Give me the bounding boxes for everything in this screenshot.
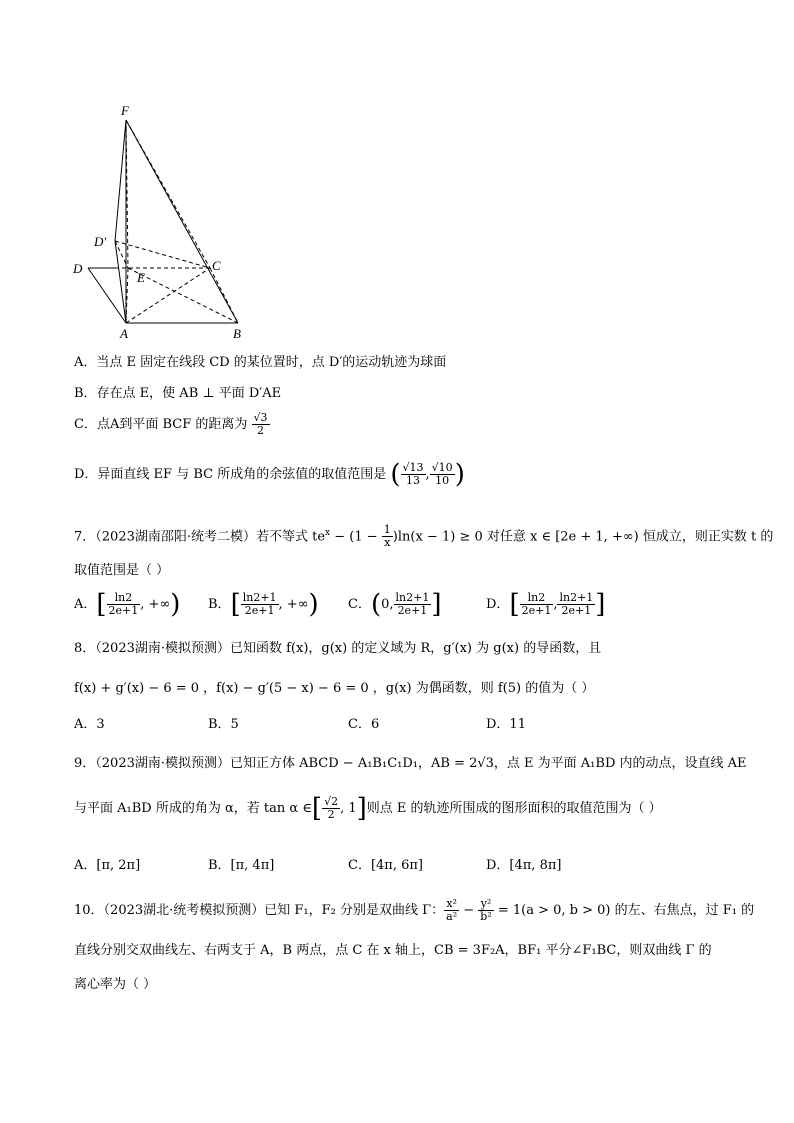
- frac-den: 2e+1: [244, 604, 275, 617]
- label-C: C: [212, 258, 221, 273]
- edge-FD': [115, 120, 126, 241]
- frac-num: 1: [383, 523, 391, 537]
- edge-D'C: [115, 241, 210, 268]
- q8-line2: f(x) + g′(x) − 6 = 0 ，f(x) − g′(5 − x) − 6 = 0 ，g(x) 为偶函数，则 f(5) 的值为（ ）: [74, 681, 595, 696]
- q10-line1-a: 10．（2023湖北·统考模拟预测）已知 F₁，F₂ 分别是双曲线 Γ：: [74, 903, 445, 918]
- opt-head: 0,: [381, 597, 394, 612]
- opt-tail: , +∞: [278, 597, 309, 612]
- q9-line2-a: 与平面 A₁BD 所成的角为 α，若 tan α ∈: [74, 801, 312, 816]
- q10-line2: 直线分别交双曲线左、右两支于 A，B 两点，点 C 在 x 轴上，CB = 3F₂A，BF₁ 平分∠F₁BC，则双曲线 Γ 的: [74, 943, 712, 958]
- frac-num: √3: [253, 411, 268, 424]
- label-B: B: [233, 326, 241, 341]
- q9-option-d: D．[4π, 8π]: [486, 858, 562, 873]
- frac-den: 2: [327, 808, 335, 821]
- edge-FB: [126, 120, 238, 323]
- q7-option-c: C．(0, $\frac{\ln 2+1}{2e+1}$ ]: [348, 589, 442, 620]
- q9-option-b: B．[π, 4π]: [208, 858, 275, 873]
- edge-D'A: [115, 241, 126, 323]
- q8-option-d: D．11: [486, 717, 526, 732]
- frac-den: b²: [480, 910, 492, 923]
- opt-label: C．: [348, 597, 371, 612]
- frac-num: ln2+1: [395, 591, 430, 604]
- q6-option-c: [74, 412, 270, 437]
- q8-option-b: B．5: [208, 717, 239, 732]
- q7-stem: [74, 524, 773, 549]
- frac-num: √13: [402, 461, 424, 474]
- opt-tail: , +∞: [140, 597, 171, 612]
- q8-line1: 8．（2023湖南·模拟预测）已知函数 f(x)，g(x) 的定义域为 R，g′(x) 为 g(x) 的导函数，且: [74, 641, 602, 656]
- edge-CB: [210, 268, 238, 323]
- frac-num: ln2+1: [242, 591, 277, 604]
- q9-line1: 9．（2023湖南·模拟预测）已知正方体 ABCD − A₁B₁C₁D₁，AB = 2√3，点 E 为平面 A₁BD 内的动点，设直线 AE: [74, 756, 747, 771]
- q10-line1-b: = 1(a > 0, b > 0) 的左、右焦点，过 F₁ 的: [493, 903, 755, 918]
- label-D: D: [73, 261, 83, 276]
- q6-option-c-text: C．点A到平面 BCF 的距离为: [74, 417, 248, 432]
- q7-option-b: B．[ $\frac{\ln 2+1}{2e+1}$ , +∞): [208, 589, 319, 620]
- q6-option-a: A．当点 E 固定在线段 CD 的某位置时，点 D′的运动轨迹为球面: [74, 355, 447, 370]
- frac-num: ln2: [107, 592, 141, 605]
- q9-line2-c: 则点 E 的轨迹所围成的图形面积的取值范围为（ ）: [366, 801, 662, 816]
- opt-label: D．: [486, 597, 510, 612]
- label-F: F: [121, 103, 129, 118]
- frac-den: 2e+1: [561, 604, 592, 617]
- frac-num: √10: [431, 461, 453, 474]
- q6-option-d: D．异面直线 EF 与 BC 所成角的余弦值的取值范围是 ( $\frac{√13}{13}$ , $\frac{√10}{10}$ ): [74, 459, 465, 490]
- q8-option-a: A．3: [74, 717, 105, 732]
- frac-den: 2e+1: [108, 604, 139, 617]
- q7-option-a: A．[ $\frac{\ln 2}{2e+1}$ , +∞): [74, 589, 181, 620]
- frac-den: a²: [446, 910, 458, 923]
- edge-DA: [88, 268, 126, 323]
- frac-num: ln2+1: [559, 591, 594, 604]
- frac-num: √2: [324, 795, 339, 808]
- opt-label: A．: [74, 597, 97, 612]
- label-A: A: [120, 326, 128, 341]
- q8-option-c: C．6: [348, 717, 380, 732]
- frac-den: 13: [406, 474, 421, 487]
- q10-line1: 10．（2023湖北·统考模拟预测）已知 F₁，F₂ 分别是双曲线 Γ： $\frac{\text{x²}}{\text{a²}}$ − $\frac{\text{y²}}{\text{b²}}$ = 1(a > 0, b > 0) 的左、右焦点，过 F₁ 的: [74, 897, 755, 923]
- q6-option-b: B．存在点 E，使 AB ⊥ 平面 D′AE: [74, 386, 282, 401]
- q7-exp: x: [325, 528, 331, 538]
- frac-den: 2: [257, 424, 265, 437]
- q7-stem-line2: 取值范围是（ ）: [74, 563, 170, 578]
- frac-num: y²: [478, 898, 493, 911]
- q7-stem-c: )ln(x − 1) ≥ 0 对任意 x ∈ [2e + 1, +∞) 恒成立，则正实数 t 的: [392, 529, 774, 545]
- frac-num: ln2: [520, 592, 554, 605]
- label-D-prime: D': [94, 234, 107, 249]
- geometry-figure: [70, 98, 260, 343]
- label-E: E: [137, 270, 145, 285]
- opt-label: B．: [208, 597, 231, 612]
- q7-option-d: D．[ $\frac{\ln 2}{2e+1}$ , $\frac{\ln 2+1}{2e+1}$ ]: [486, 589, 606, 620]
- frac-den: x: [384, 536, 391, 550]
- frac-den: 10: [435, 474, 450, 487]
- frac-num: x²: [444, 898, 459, 911]
- q7-stem-b: − (1 −: [330, 529, 382, 545]
- q9-line2: 与平面 A₁BD 所成的角为 α，若 tan α ∈[ $\frac{√2}{2}$ , 1]则点 E 的轨迹所围成的图形面积的取值范围为（ ）: [74, 793, 662, 824]
- q7-stem-a: 7．（2023湖南邵阳·统考二模）若不等式 te: [74, 529, 326, 545]
- frac-den: 2e+1: [521, 604, 552, 617]
- q9-option-a: A．[π, 2π]: [74, 858, 141, 873]
- q10-line3: 离心率为（ ）: [74, 977, 157, 992]
- q9-line2-b: , 1: [340, 801, 357, 816]
- frac-den: 2e+1: [397, 604, 428, 617]
- q6-option-d-text: D．异面直线 EF 与 BC 所成角的余弦值的取值范围是: [74, 467, 387, 482]
- q9-option-c: C．[4π, 6π]: [348, 858, 423, 873]
